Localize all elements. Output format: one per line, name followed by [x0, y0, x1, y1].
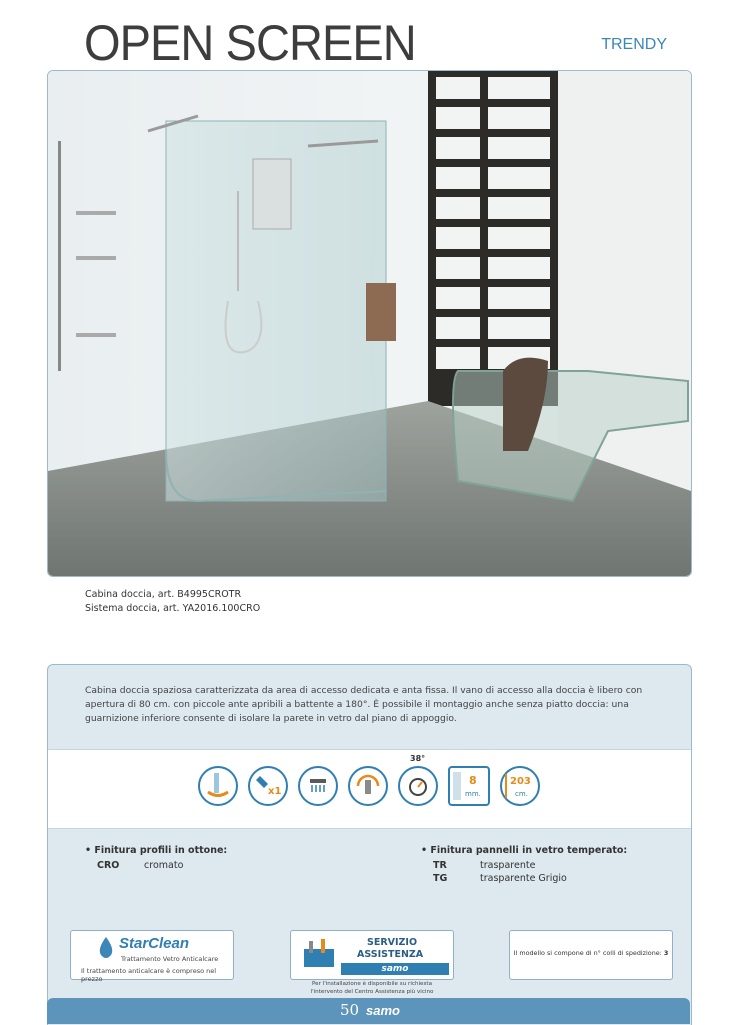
feature-icons-strip [48, 749, 691, 829]
shipping-count: 3 [663, 949, 669, 957]
height-icon [500, 766, 540, 806]
finish-option-tr: TR trasparente [433, 860, 536, 871]
height-unit: cm. [515, 790, 528, 798]
starclean-tagline: Trattamento Vetro Anticalcare [121, 955, 219, 963]
service-badge [290, 930, 454, 980]
cleaning-multiplier: x1 [268, 786, 282, 797]
glass-thickness-icon [448, 766, 490, 806]
shower-head-icon [298, 766, 338, 806]
shower-tray-icon [198, 766, 238, 806]
glass-thickness-value: 8 [469, 774, 477, 787]
service-title-2: ASSISTENZA [357, 949, 424, 960]
starclean-badge [70, 930, 234, 983]
photo-caption [85, 588, 260, 616]
product-info-panel [47, 664, 692, 1025]
product-description: Cabina doccia spaziosa caratterizzata da area di accesso dedicata e anta fissa. Il vano di accesso alla doccia è libero con apertura di 80 cm. con piccole ante apribili a battente a 180°. È possibile il montaggio anche senza piatto doccia: una guarnizione inferiore consente di isolare la parete in vetro dal piano di appoggio. [85, 685, 643, 724]
shipping-info: Il modello si compone di n° colli di spedizione: 3 [513, 949, 669, 957]
panel-finish-section [421, 845, 627, 885]
cleaning-icon [248, 766, 288, 806]
water-drop-icon [93, 935, 119, 961]
service-note: Per l'installazione è disponibile su richiesta l'intervento del Centro Assistenza più vicino [310, 981, 434, 995]
service-title-1: SERVIZIO [367, 937, 418, 948]
service-brand: samo [341, 963, 449, 975]
caption-shower-system: Sistema doccia, art. YA2016.100CRO [85, 603, 261, 614]
reversible-icon [348, 766, 388, 806]
page-number: 50 [340, 1001, 360, 1019]
height-value: 203 [510, 776, 531, 787]
profile-finish-heading: • Finitura profili in ottone: [85, 845, 228, 856]
thermostat-icon [398, 754, 438, 806]
page-title: OPEN SCREEN [84, 15, 416, 71]
shipping-badge [509, 930, 673, 980]
caption-cabin: Cabina doccia, art. B4995CROTR [85, 589, 242, 600]
product-photo [47, 70, 692, 577]
finish-option-cro: CRO cromato [97, 860, 184, 871]
profile-finish-section [85, 845, 227, 872]
glass-thickness-unit: mm. [465, 790, 481, 798]
collection-subtitle: TRENDY [601, 36, 667, 53]
finish-option-tg: TG trasparente Grigio [433, 873, 567, 884]
thermostat-angle: 38° [410, 754, 426, 763]
panel-finish-heading: • Finitura pannelli in vetro temperato: [421, 845, 628, 856]
starclean-note: Il trattamento anticalcare è compreso nel prezzo [81, 967, 217, 983]
footer-brand: samo [366, 1003, 400, 1018]
toolbox-icon [301, 937, 337, 971]
starclean-logo: StarClean [119, 935, 190, 952]
